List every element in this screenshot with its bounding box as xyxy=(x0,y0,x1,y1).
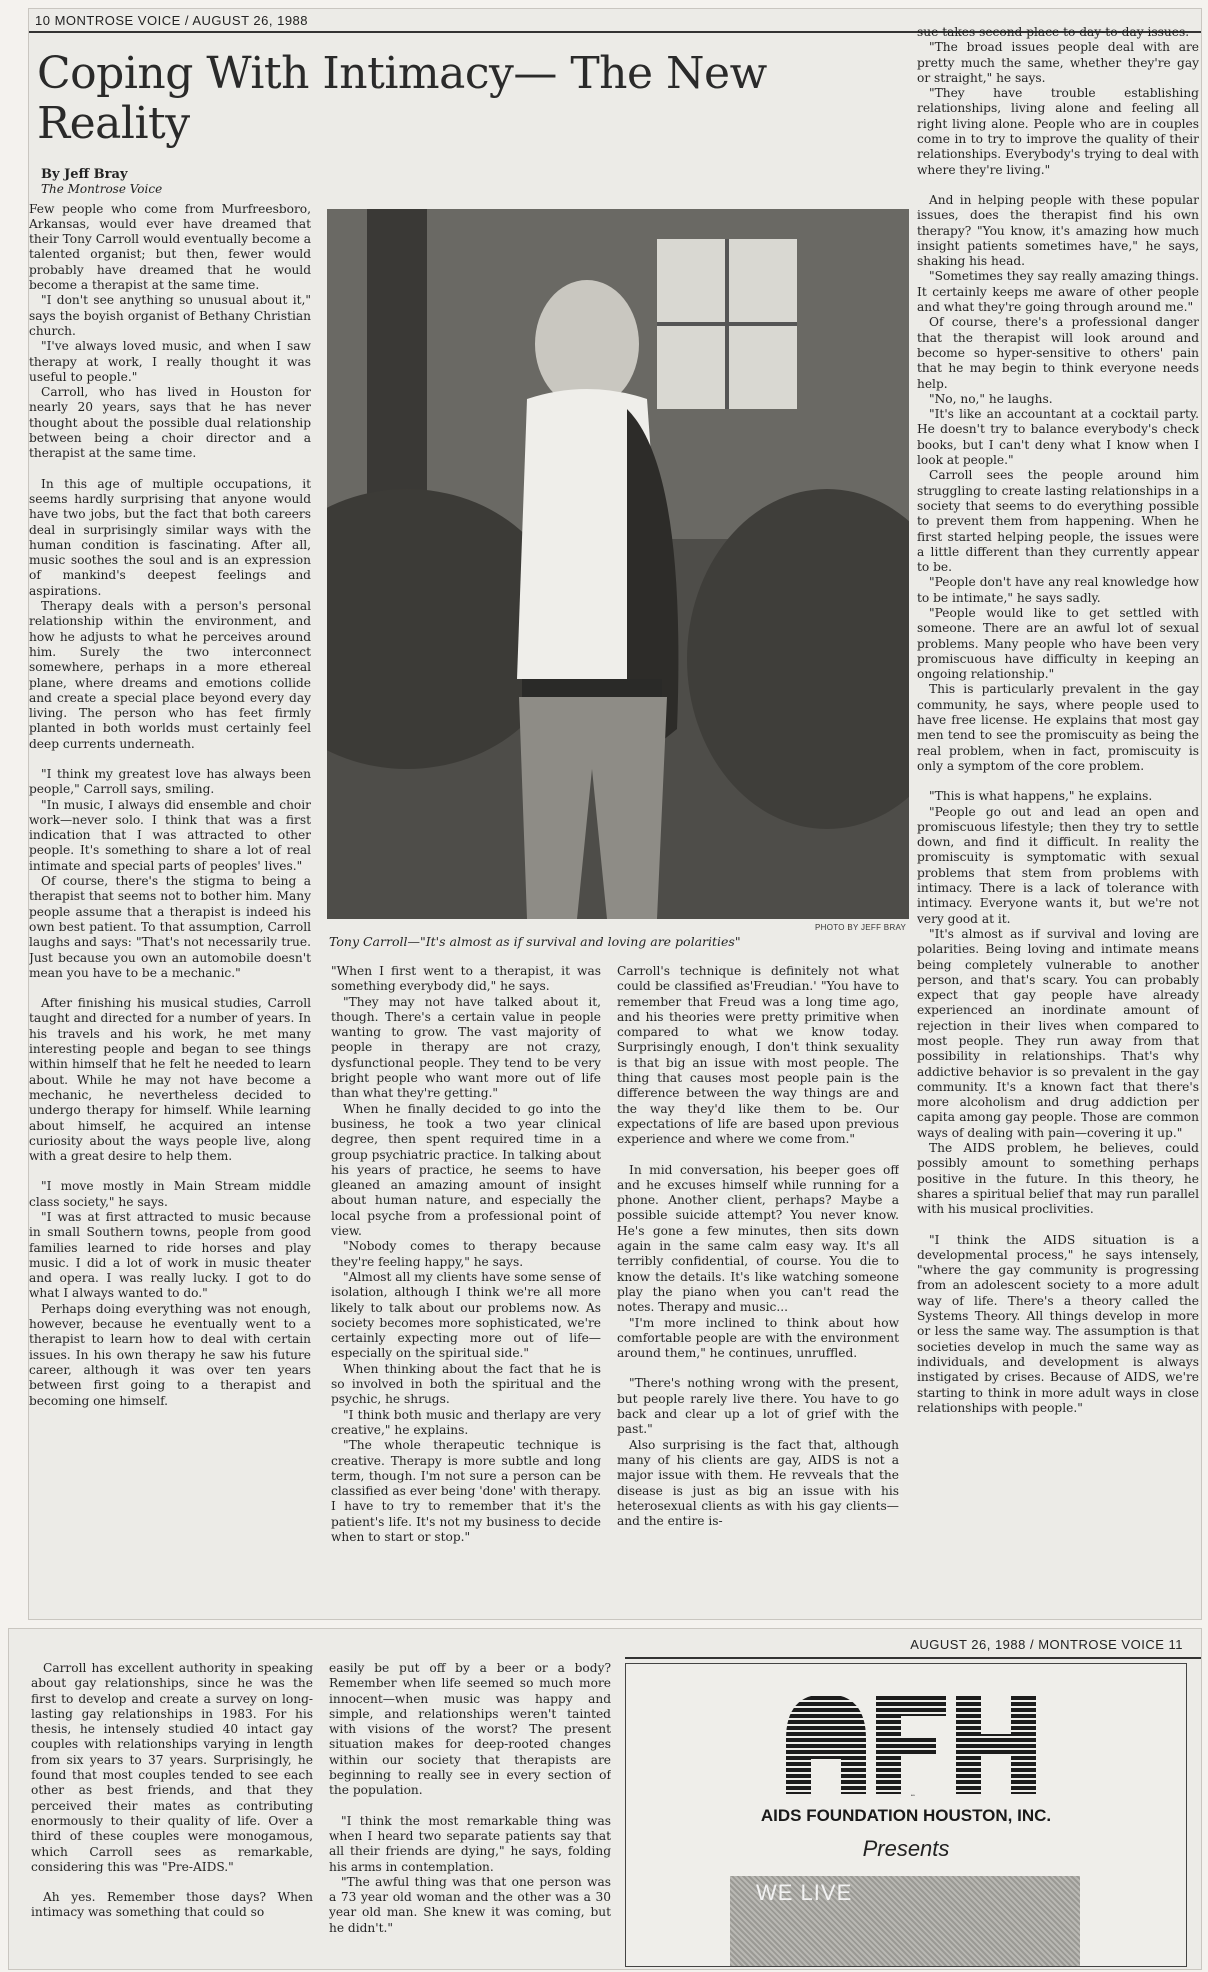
paragraph: "I think my greatest love has always been people," Carroll says, smiling. xyxy=(29,766,311,797)
page-folio: 10 MONTROSE VOICE / AUGUST 26, 1988 xyxy=(35,13,309,28)
ad-organization: AIDS FOUNDATION HOUSTON, INC. xyxy=(760,1806,1052,1825)
column-3 xyxy=(617,964,899,1609)
page-folio: AUGUST 26, 1988 / MONTROSE VOICE 11 xyxy=(910,1637,1183,1652)
newspaper-page-11 xyxy=(8,1628,1202,1970)
paragraph: When thinking about the fact that he is so involved in both the spiritual and the psychic, he shrugs. xyxy=(331,1361,601,1407)
paragraph: Few people who come from Murfreesboro, Arkansas, would ever have dreamed that their Tony Carroll would eventually become a talented organist; but then, fewer would probably have dreamed that he would become a therapist at the same time. xyxy=(29,201,311,293)
paragraph: "When I first went to a therapist, it was something everybody did," he says. xyxy=(331,964,601,994)
afh-logo xyxy=(776,1684,1046,1799)
paragraph: Carroll has excellent authority in speaking about gay relationships, since he was the first to develop and create a survey on long-lasting gay relationships in 1983. For his thesis, he intensely studied 40 intact gay couples with relationships varying in length from six years to 37 years. Surprisingly, he found that most couples tended to see each other as best friends, and that they perceived their mates as contributing enormously to their quality of life. Over a third of these couples were monogamous, which Carroll sees as remarkable, considering this was "Pre-AIDS." xyxy=(31,1661,313,1874)
paragraph: Therapy deals with a person's personal relationship within the environment, and how he adjusts to what he perceives around him. Surely the two interconnect somewhere, perhaps in a more ethereal plane, where dreams and emotions collide and create a special place beyond every day living. The person who has feet firmly planted in both worlds must certainly feel deep currents underneath. xyxy=(29,599,311,751)
paragraph: And in helping people with these popular issues, does the therapist find his own therapy? "You know, it's amazing how much insight patients sometimes have," he says, shaking his head. xyxy=(917,192,1199,269)
paragraph: "Almost all my clients have some sense of isolation, although I think we're all more likely to talk about our problems now. As society becomes more sophisticated, we're certainly expecting more out of life—especially on the spiritual side." xyxy=(331,1269,601,1361)
column-1 xyxy=(29,167,311,1607)
paragraph: This is particularly prevalent in the gay community, he says, where people used to have free license. He explains that most gay men tend to see the promiscuity as being the real problem, when in fact, promiscuity is only a symptom of the core problem. xyxy=(917,682,1199,773)
newspaper-page-10 xyxy=(28,8,1202,1620)
top-rule xyxy=(625,1657,1201,1659)
paragraph: "People would like to get settled with someone. There are an awful lot of sexual problems. Many people who have been very promiscuous have difficulty in keeping an ongoing relationship." xyxy=(917,605,1199,682)
paragraph: "People don't have any real knowledge how to be intimate," he says sadly. xyxy=(917,575,1199,605)
paragraph: "I think both music and therlapy are very creative," he explains. xyxy=(331,1407,601,1437)
paragraph: When he finally decided to go into the business, he took a two year clinical degree, then spent required time in a group psychiatric practice. In talking about his years of practice, he seems to have gleaned an amazing amount of insight about human nature, and especially the local psyche from a professional point of view. xyxy=(331,1101,601,1239)
aids-foundation-ad xyxy=(625,1663,1187,1967)
column-2 xyxy=(329,1661,611,1961)
column-4 xyxy=(917,25,1199,1609)
paragraph: Perhaps doing everything was not enough, however, because he eventually went to a therapist to learn how to deal with certain issues. In his own therapy he saw his future career, although it was over ten years between first going to a therapist and becoming one himself. xyxy=(29,1301,311,1408)
logo-text: AFH xyxy=(911,1795,915,1797)
paragraph: "I think the AIDS situation is a developmental process," he says intensely, "where the gay community is progressing from an adolescent society to a more adult way of life. There's a theory called the Systems Theory. All things develop in more or less the same way. The assumption is that societies develop in much the same way as individuals, and development is always instigated by crises. Because of AIDS, we're starting to think in more adult ways in close relationships with people." xyxy=(917,1232,1199,1415)
paragraph: "I was at first attracted to music because in small Southern towns, people from good families learned to ride horses and play music. I did a lot of work in music theater and opera. I was really lucky. I got to do what I always wanted to do." xyxy=(29,1210,311,1301)
paragraph: sue takes second place to day-to-day issues. xyxy=(917,25,1190,39)
byline: By Jeff Bray xyxy=(41,167,128,182)
paragraph: The AIDS problem, he believes, could possibly amount to something perhaps positive in the future. In this theory, he shares a spiritual belief that may run parallel with his musical proclivities. xyxy=(917,1141,1199,1217)
paragraph: "It's like an accountant at a cocktail party. He doesn't try to balance everybody's check books, but I can't deny what I know when I look at people." xyxy=(917,407,1199,468)
paragraph: "They have trouble establishing relationships, living alone and feeling all right living alone. People who are in couples come in to try to improve the quality of their relationships. Everybody's trying to deal with where they're living." xyxy=(917,86,1199,177)
paragraph: "In music, I always did ensemble and choir work—never solo. I think that was a first indication that I was attracted to other people. It's something to share a lot of real intimate and special parts of peoples' lives." xyxy=(29,797,311,873)
paragraph: Also surprising is the fact that, although many of his clients are gay, AIDS is not a major issue with them. He revveals that the disease is just as big an issue with his heterosexual clients as with his gay clients—and the entire is- xyxy=(617,1437,899,1529)
photo-caption: Tony Carroll—"It's almost as if survival and loving are polarities" xyxy=(329,934,741,949)
photo-credit: PHOTO BY JEFF BRAY xyxy=(815,923,907,932)
photo-illustration xyxy=(327,209,909,919)
paragraph: Of course, there's the stigma to being a therapist that seems not to bother him. Many people assume that a therapist is indeed his own best patient. To that assumption, Carroll laughs and says: "That's not necessarily true. Just because you own an automobile doesn't mean you have to be a mechanic." xyxy=(29,874,311,980)
paragraph: "The broad issues people deal with are pretty much the same, whether they're gay or straight," he says. xyxy=(917,40,1199,85)
paragraph: "People go out and lead an open and promiscuous lifestyle; then they try to settle down, and find it difficult. In reality the promiscuity is symptomatic with sexual problems that stem from problems with intimacy. There is a lack of tolerance with intimacy. Everyone wants it, but we're not very good at it. xyxy=(917,804,1199,926)
ad-banner-text: WE LIVE xyxy=(756,1880,853,1905)
paragraph: Carroll, who has lived in Houston for nearly 20 years, says that he has never thought about the possible dual relationship between being a choir director and a therapist at the same time. xyxy=(29,385,311,461)
paragraph: Carroll sees the people around him struggling to create lasting relationships in a society that seems to do everything possible to prevent them from happening. When he first started helping people, the issues were a little different than they currently appear to be. xyxy=(917,468,1199,575)
paragraph: "I don't see anything so unusual about it," says the boyish organist of Bethany Christian church. xyxy=(29,293,311,338)
paragraph: "This is what happens," he explains. xyxy=(929,789,1153,804)
byline-publication: The Montrose Voice xyxy=(41,182,163,197)
portrait-photo xyxy=(327,209,909,919)
ad-presents: Presents xyxy=(862,1836,950,1861)
column-2 xyxy=(331,964,601,1609)
paragraph: easily be put off by a beer or a body? Remember when life seemed so much more innocent—when music was happy and simple, and relationships weren't tainted with visions of the worst? The present situation makes for deep-rooted changes within our society that therapists are beginning to really see in every section of the population. xyxy=(329,1661,611,1798)
paragraph: "Sometimes they say really amazing things. It certainly keeps me aware of other people and what they're going through around me." xyxy=(917,269,1199,315)
paragraph: "No, no," he laughs. xyxy=(929,391,1053,406)
paragraph: In mid conversation, his beeper goes off and he excuses himself while running for a phone. Another client, perhaps? Maybe a possible suicide attempt? You never know. He's gone a few minutes, then sits down again in the same calm easy way. It's all terribly confidential, of course. You die to know the details. It's like watching someone play the piano when you can't read the notes. Therapy and music... xyxy=(617,1162,899,1315)
paragraph: "I think the most remarkable thing was when I heard two separate patients say that all their friends are dying," he says, folding his arms in contemplation. xyxy=(329,1813,611,1874)
paragraph: "I move mostly in Main Stream middle class society," he says. xyxy=(29,1179,311,1209)
paragraph: "I'm more inclined to think about how comfortable people are with the environment around them," he continues, unruffled. xyxy=(617,1315,899,1361)
paragraph: "Nobody comes to therapy because they're feeling happy," he says. xyxy=(331,1239,601,1269)
paragraph: Ah yes. Remember those days? When intimacy was something that could so xyxy=(31,1890,313,1920)
paragraph: "I've always loved music, and when I saw therapy at work, I really thought it was useful to people." xyxy=(29,339,311,384)
paragraph: Carroll's technique is definitely not what could be classified as'Freudian.' "You have to remember that Freud was a long time ago, and his theories were pretty primitive when compared to what we know today. Surprisingly enough, I don't think sexuality is that big an issue with most people. The thing that causes most people pain is the difference between the way things are and the way they'd like them to be. Our expectations of life are based upon previous experience and where we come from." xyxy=(617,964,899,1147)
column-1 xyxy=(31,1661,313,1961)
paragraph: "The whole therapeutic technique is creative. Therapy is more subtle and long term, though. I'm not sure a person can be classified as ever being 'done' with therapy. I have to try to remember that it's the patient's life. It's not my business to decide when to start or stop." xyxy=(331,1438,601,1544)
paragraph: "The awful thing was that one person was a 73 year old woman and the other was a 30 year old man. She knew it was coming, but he didn't." xyxy=(329,1874,611,1935)
paragraph: In this age of multiple occupations, it seems hardly surprising that anyone would have two jobs, but the fact that both careers deal in surprisingly similar ways with the human condition is fascinating. After all, music soothes the soul and is an expression of mankind's deepest feelings and aspirations. xyxy=(29,476,311,598)
paragraph: "They may not have talked about it, though. There's a certain value in people wanting to grow. The vast majority of people in therapy are not crazy, dysfunctional people. They tend to be very bright people who want more out of life than what they're getting." xyxy=(331,994,601,1101)
headline: Coping With Intimacy— The New Reality xyxy=(37,48,767,149)
paragraph: Of course, there's a professional danger that the therapist will look around and become so hyper-sensitive to others' pain that he may begin to think everyone needs help. xyxy=(917,315,1199,391)
paragraph: "There's nothing wrong with the present, but people rarely live there. You have to go back and clear up a lot of grief with the past." xyxy=(617,1376,899,1437)
paragraph: "It's almost as if survival and loving are polarities. Being loving and intimate means being completely vulnerable to another person, and that's scary. You can probably expect that gay people have already experienced an inordinate amount of rejection in their lives when compared to most people. They run away from that possibility in relationships. That's why addictive behavior is so prevalent in the gay community. It's a known fact that there's more alcoholism and drug addiction per capita among gay people. Those are common ways of dealing with pain—covering it up." xyxy=(917,926,1199,1140)
paragraph: After finishing his musical studies, Carroll taught and directed for a number of years. In his travels and his work, he met many interesting people and began to see things within himself that he felt he needed to learn about. While he may not have become a mechanic, he nevertheless decided to undergo therapy for himself. While learning about himself, he acquired an intense curiosity about the ways people live, along with a great desire to help them. xyxy=(29,996,311,1164)
